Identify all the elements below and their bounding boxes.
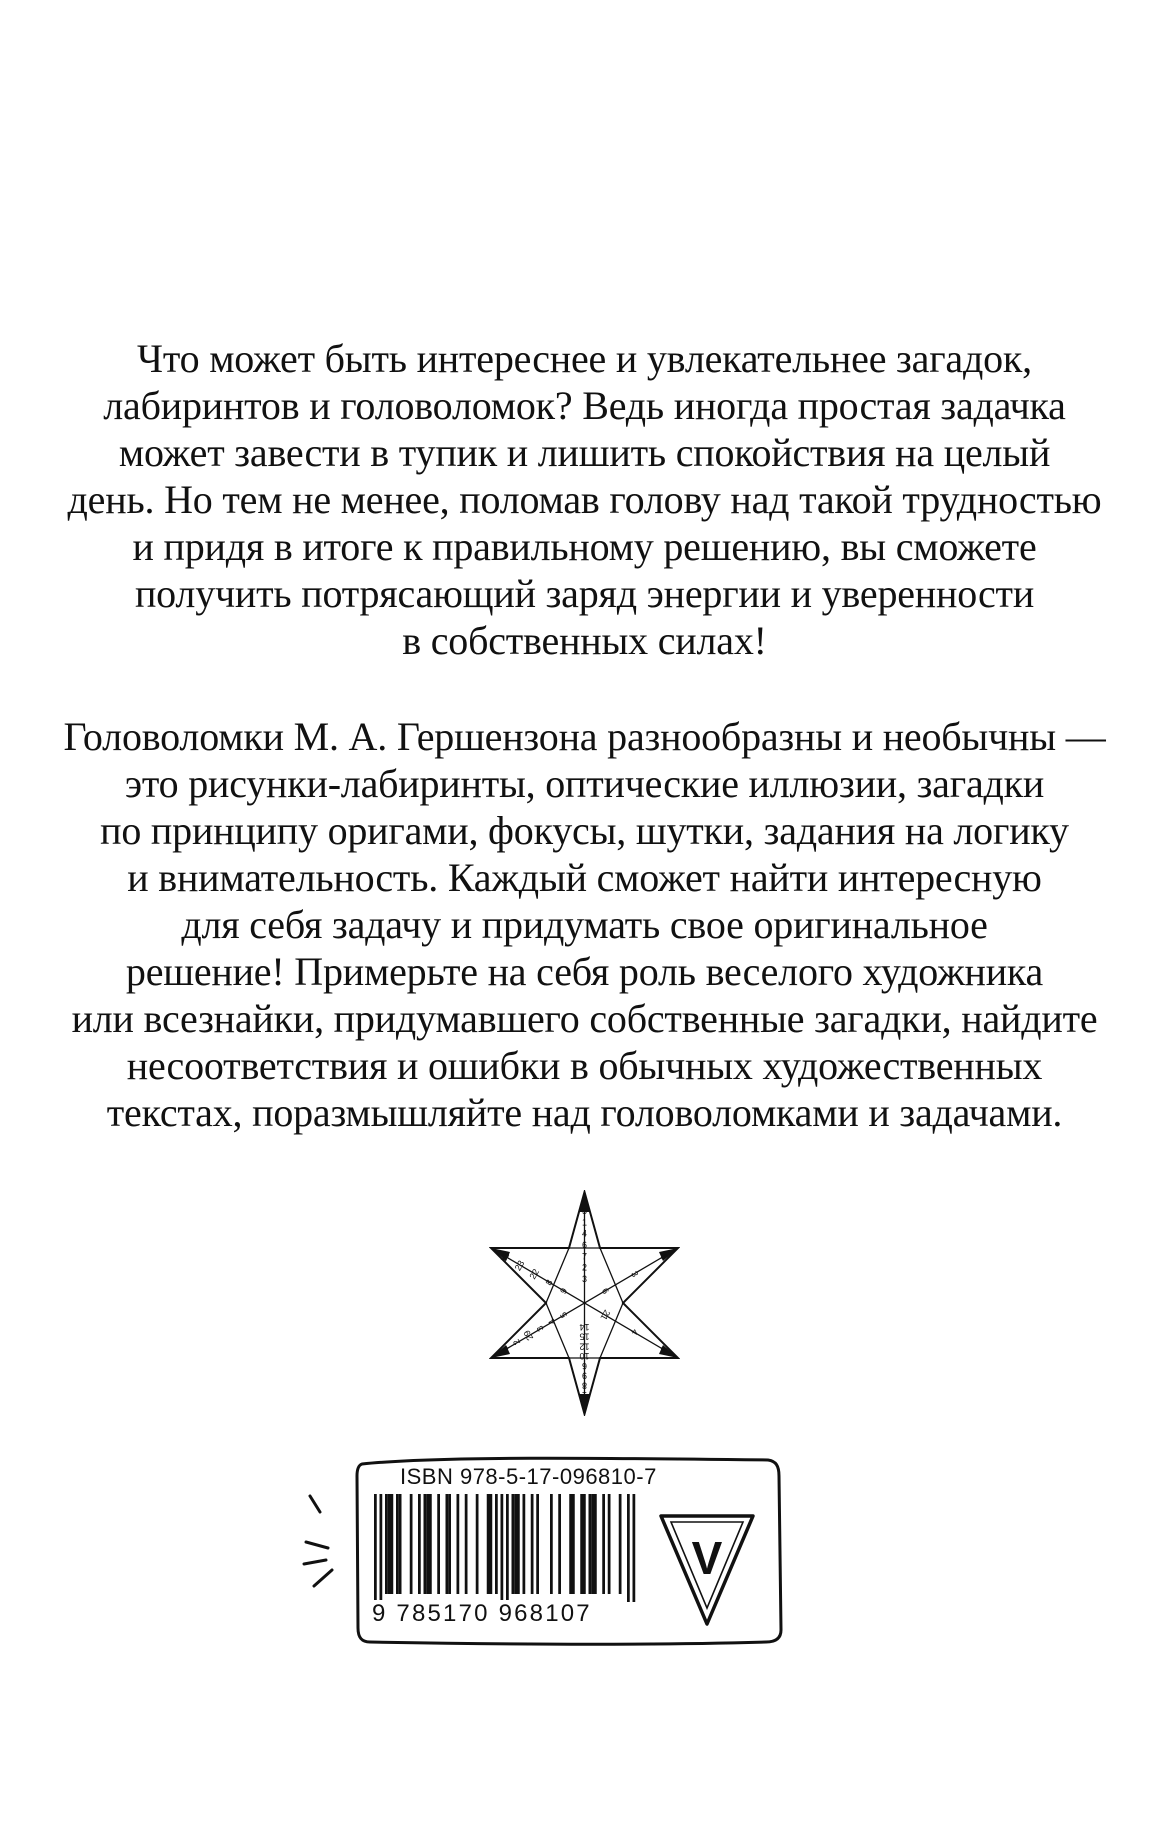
paragraph-line: и придя в итоге к правильному решению, вы сможете: [132, 524, 1037, 569]
paragraph-line: получить потрясающий заряд энергии и уверенности: [134, 571, 1035, 616]
barcode-bar: [501, 1494, 504, 1602]
star-number: 2: [511, 1337, 523, 1347]
star-number: 9: [558, 1286, 570, 1296]
barcode-bar: [476, 1494, 479, 1594]
barcode-bar: [487, 1494, 490, 1594]
barcode-bar: [594, 1494, 597, 1594]
barcode-bar: [429, 1494, 432, 1594]
paragraph-line: и внимательность. Каждый сможет найти интересную: [127, 855, 1042, 900]
star-number: 12: [579, 1341, 590, 1352]
star-number: 22: [527, 1267, 542, 1281]
barcode-bar: [426, 1494, 429, 1594]
barcode-bar: [523, 1494, 526, 1594]
barcode-bar: [437, 1494, 440, 1594]
barcode-bar: [591, 1494, 594, 1594]
paragraph-line: Что может быть интереснее и увлекательнее загадок,: [137, 336, 1032, 381]
star-number: 9: [581, 1370, 588, 1381]
barcode-bar: [410, 1494, 413, 1594]
barcode-bar: [531, 1494, 534, 1594]
star-number: 3: [534, 1323, 546, 1334]
barcode-bars: [370, 1494, 650, 1602]
barcode-bar: [589, 1494, 592, 1594]
star-number: 29: [521, 1328, 536, 1343]
star-number: 6: [581, 1360, 588, 1371]
barcode-bar: [569, 1494, 572, 1594]
barcode-bar: [457, 1494, 460, 1594]
barcode-block: [300, 1452, 800, 1652]
barcode-bar: [388, 1494, 391, 1594]
barcode-bar: [391, 1494, 394, 1594]
barcode-bar: [495, 1494, 498, 1594]
barcode-bar: [506, 1494, 509, 1602]
star-number: 18: [497, 1250, 512, 1264]
star-number: 5: [581, 1206, 588, 1216]
star-number: 7: [581, 1251, 588, 1262]
paragraph-line: это рисунки-лабиринты, оптические иллюзии, загадки: [124, 761, 1045, 806]
star-number: 21: [598, 1308, 613, 1322]
star-number: 3: [581, 1274, 588, 1284]
star-number: 5: [658, 1252, 670, 1262]
barcode-bar: [627, 1494, 630, 1602]
barcode-bar: [448, 1494, 451, 1594]
star-number: 6: [581, 1240, 588, 1250]
star-number: 6: [599, 1286, 611, 1296]
paragraph-line: в собственных силах!: [402, 618, 767, 663]
barcode-bar: [602, 1494, 605, 1594]
star-number: 3: [658, 1344, 670, 1354]
paragraph-line: Головоломки М. А. Гершензона разнообразны и необычны —: [63, 714, 1106, 759]
star-number: 8: [543, 1277, 555, 1288]
star-number: 14: [579, 1322, 590, 1332]
barcode-bar: [619, 1494, 622, 1594]
barcode-bar: [490, 1494, 493, 1594]
barcode-bar: [396, 1494, 399, 1594]
star-number: 3: [629, 1269, 641, 1279]
description-paragraph-2: [60, 713, 1109, 1136]
star-number: 2: [581, 1262, 588, 1273]
barcode-bar: [380, 1494, 383, 1602]
barcode-bar: [583, 1494, 586, 1594]
paragraph-line: по принципу оригами, фокусы, шутки, задания на логику: [100, 808, 1069, 853]
star-number: 1: [499, 1344, 511, 1354]
barcode-bar: [608, 1494, 611, 1594]
star-number: 8: [581, 1380, 588, 1391]
barcode-bar: [465, 1494, 468, 1594]
barcode-bar: [374, 1494, 377, 1602]
paragraph-line: или всезнайки, придумавшего собственные загадки, найдите: [71, 996, 1098, 1041]
star-puzzle-icon: [489, 1190, 680, 1416]
isbn-label: ISBN 978-5-17-096810-7: [400, 1464, 657, 1489]
barcode-bar: [550, 1494, 553, 1594]
description-paragraph-1: [60, 335, 1109, 664]
star-number: 10: [579, 1351, 590, 1362]
barcode-bar: [399, 1494, 402, 1594]
paragraph-line: несоответствия и ошибки в обычных художественных: [126, 1043, 1043, 1088]
star-number: 4: [581, 1228, 588, 1239]
barcode-digits: 9 785170 968107: [372, 1600, 592, 1627]
age-rating-triangle-icon: [657, 1512, 757, 1628]
star-number: 1: [581, 1390, 588, 1400]
star-number: 4: [546, 1317, 558, 1327]
paragraph-line: текстах, поразмышляйте над головоломками и задачами.: [106, 1090, 1063, 1135]
age-mark-letter: V: [691, 1532, 723, 1584]
barcode-bar: [517, 1494, 520, 1594]
barcode-bar: [633, 1494, 636, 1602]
star-number: 4: [629, 1327, 641, 1337]
paragraph-line: день. Но тем не менее, поломав голову над такой трудностью: [67, 477, 1102, 522]
star-number: 15: [579, 1331, 590, 1342]
star-number: 23: [512, 1258, 527, 1273]
barcode-bar: [446, 1494, 449, 1594]
star-number: 5: [558, 1310, 570, 1320]
paragraph-line: лабиринтов и головоломок? Ведь иногда простая задачка: [103, 383, 1066, 428]
paragraph-line: для себя задачу и придумать свое оригинальное: [181, 902, 988, 947]
paragraph-line: решение! Примерьте на себя роль веселого художника: [125, 949, 1044, 994]
paragraph-line: может завести в тупик и лишить спокойствия на целый: [118, 430, 1051, 475]
barcode-bar: [385, 1494, 388, 1594]
barcode-bar: [536, 1494, 539, 1594]
barcode-bar: [514, 1494, 517, 1594]
barcode-bar: [558, 1494, 561, 1594]
barcode-bar: [512, 1494, 515, 1594]
barcode-bar: [580, 1494, 583, 1594]
barcode-bar: [424, 1494, 427, 1594]
barcode-bar: [418, 1494, 421, 1594]
barcode-bar: [572, 1494, 575, 1594]
star-number: 1: [581, 1217, 588, 1228]
